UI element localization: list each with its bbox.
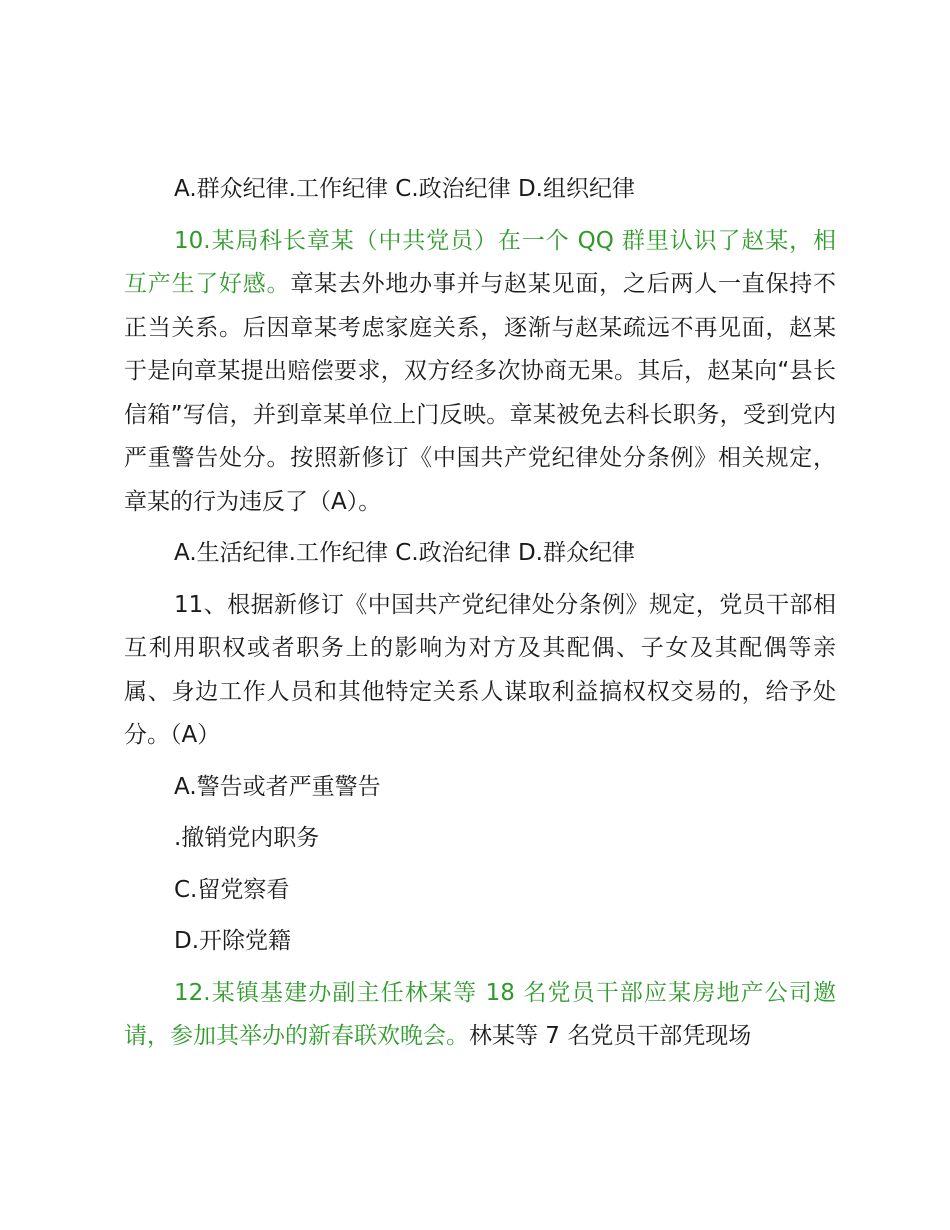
q11-option-c [124, 869, 836, 913]
q10-highlight-text: 10.某局科长章某（中共党员）在一个 QQ 群里认识了赵某，相互产生了好感。 [124, 227, 836, 297]
q10-options [124, 532, 836, 576]
q11-option-d [124, 920, 836, 964]
q10-options-text: A.生活纪律.工作纪律 C.政治纪律 D.群众纪律 [174, 540, 635, 566]
q10-body-text: 章某去外地办事并与赵某见面，之后两人一直保持不正当关系。后因章某考虑家庭关系，逐渐与赵某疏远不再见面，赵某于是向章某提出赔偿要求，双方经多次协商无果。其后，赵某向“县长信箱”写信，并到章某单位上门反映。章某被免去科长职务，受到党内严重警告处分。按照新修订《中国共产党纪律处分条例》相关规定，章某的行为违反了（A）。 [124, 271, 837, 515]
q12-body-text: 林某等 7 名党员干部凭现场 [469, 1023, 752, 1049]
q11-option-a-text: A.警告或者严重警告 [174, 773, 381, 800]
q12-highlight-text: 12.某镇基建办副主任林某等 18 名党员干部应某房地产公司邀请，参加其举办的新春联欢晚会。 [124, 979, 836, 1049]
q11-option-c-text: C.留党察看 [174, 876, 290, 903]
q9-options [124, 168, 836, 212]
q11-option-b [124, 817, 836, 861]
q11-option-d-text: D.开除党籍 [174, 928, 292, 954]
q12-question [124, 972, 836, 1059]
q11-option-b-text: .撤销党内职务 [174, 825, 320, 851]
q9-options-text: A.群众纪律.工作纪律 C.政治纪律 D.组织纪律 [174, 176, 635, 202]
q11-question [124, 584, 836, 758]
q10-question [124, 220, 836, 525]
document-page [124, 168, 836, 1067]
q11-option-a [124, 766, 836, 810]
q11-body-text: 11、根据新修订《中国共产党纪律处分条例》规定，党员干部相互利用职权或者职务上的影响为对方及其配偶、子女及其配偶等亲属、身边工作人员和其他特定关系人谋取利益搞权权交易的，给予处分。（A） [124, 591, 836, 748]
